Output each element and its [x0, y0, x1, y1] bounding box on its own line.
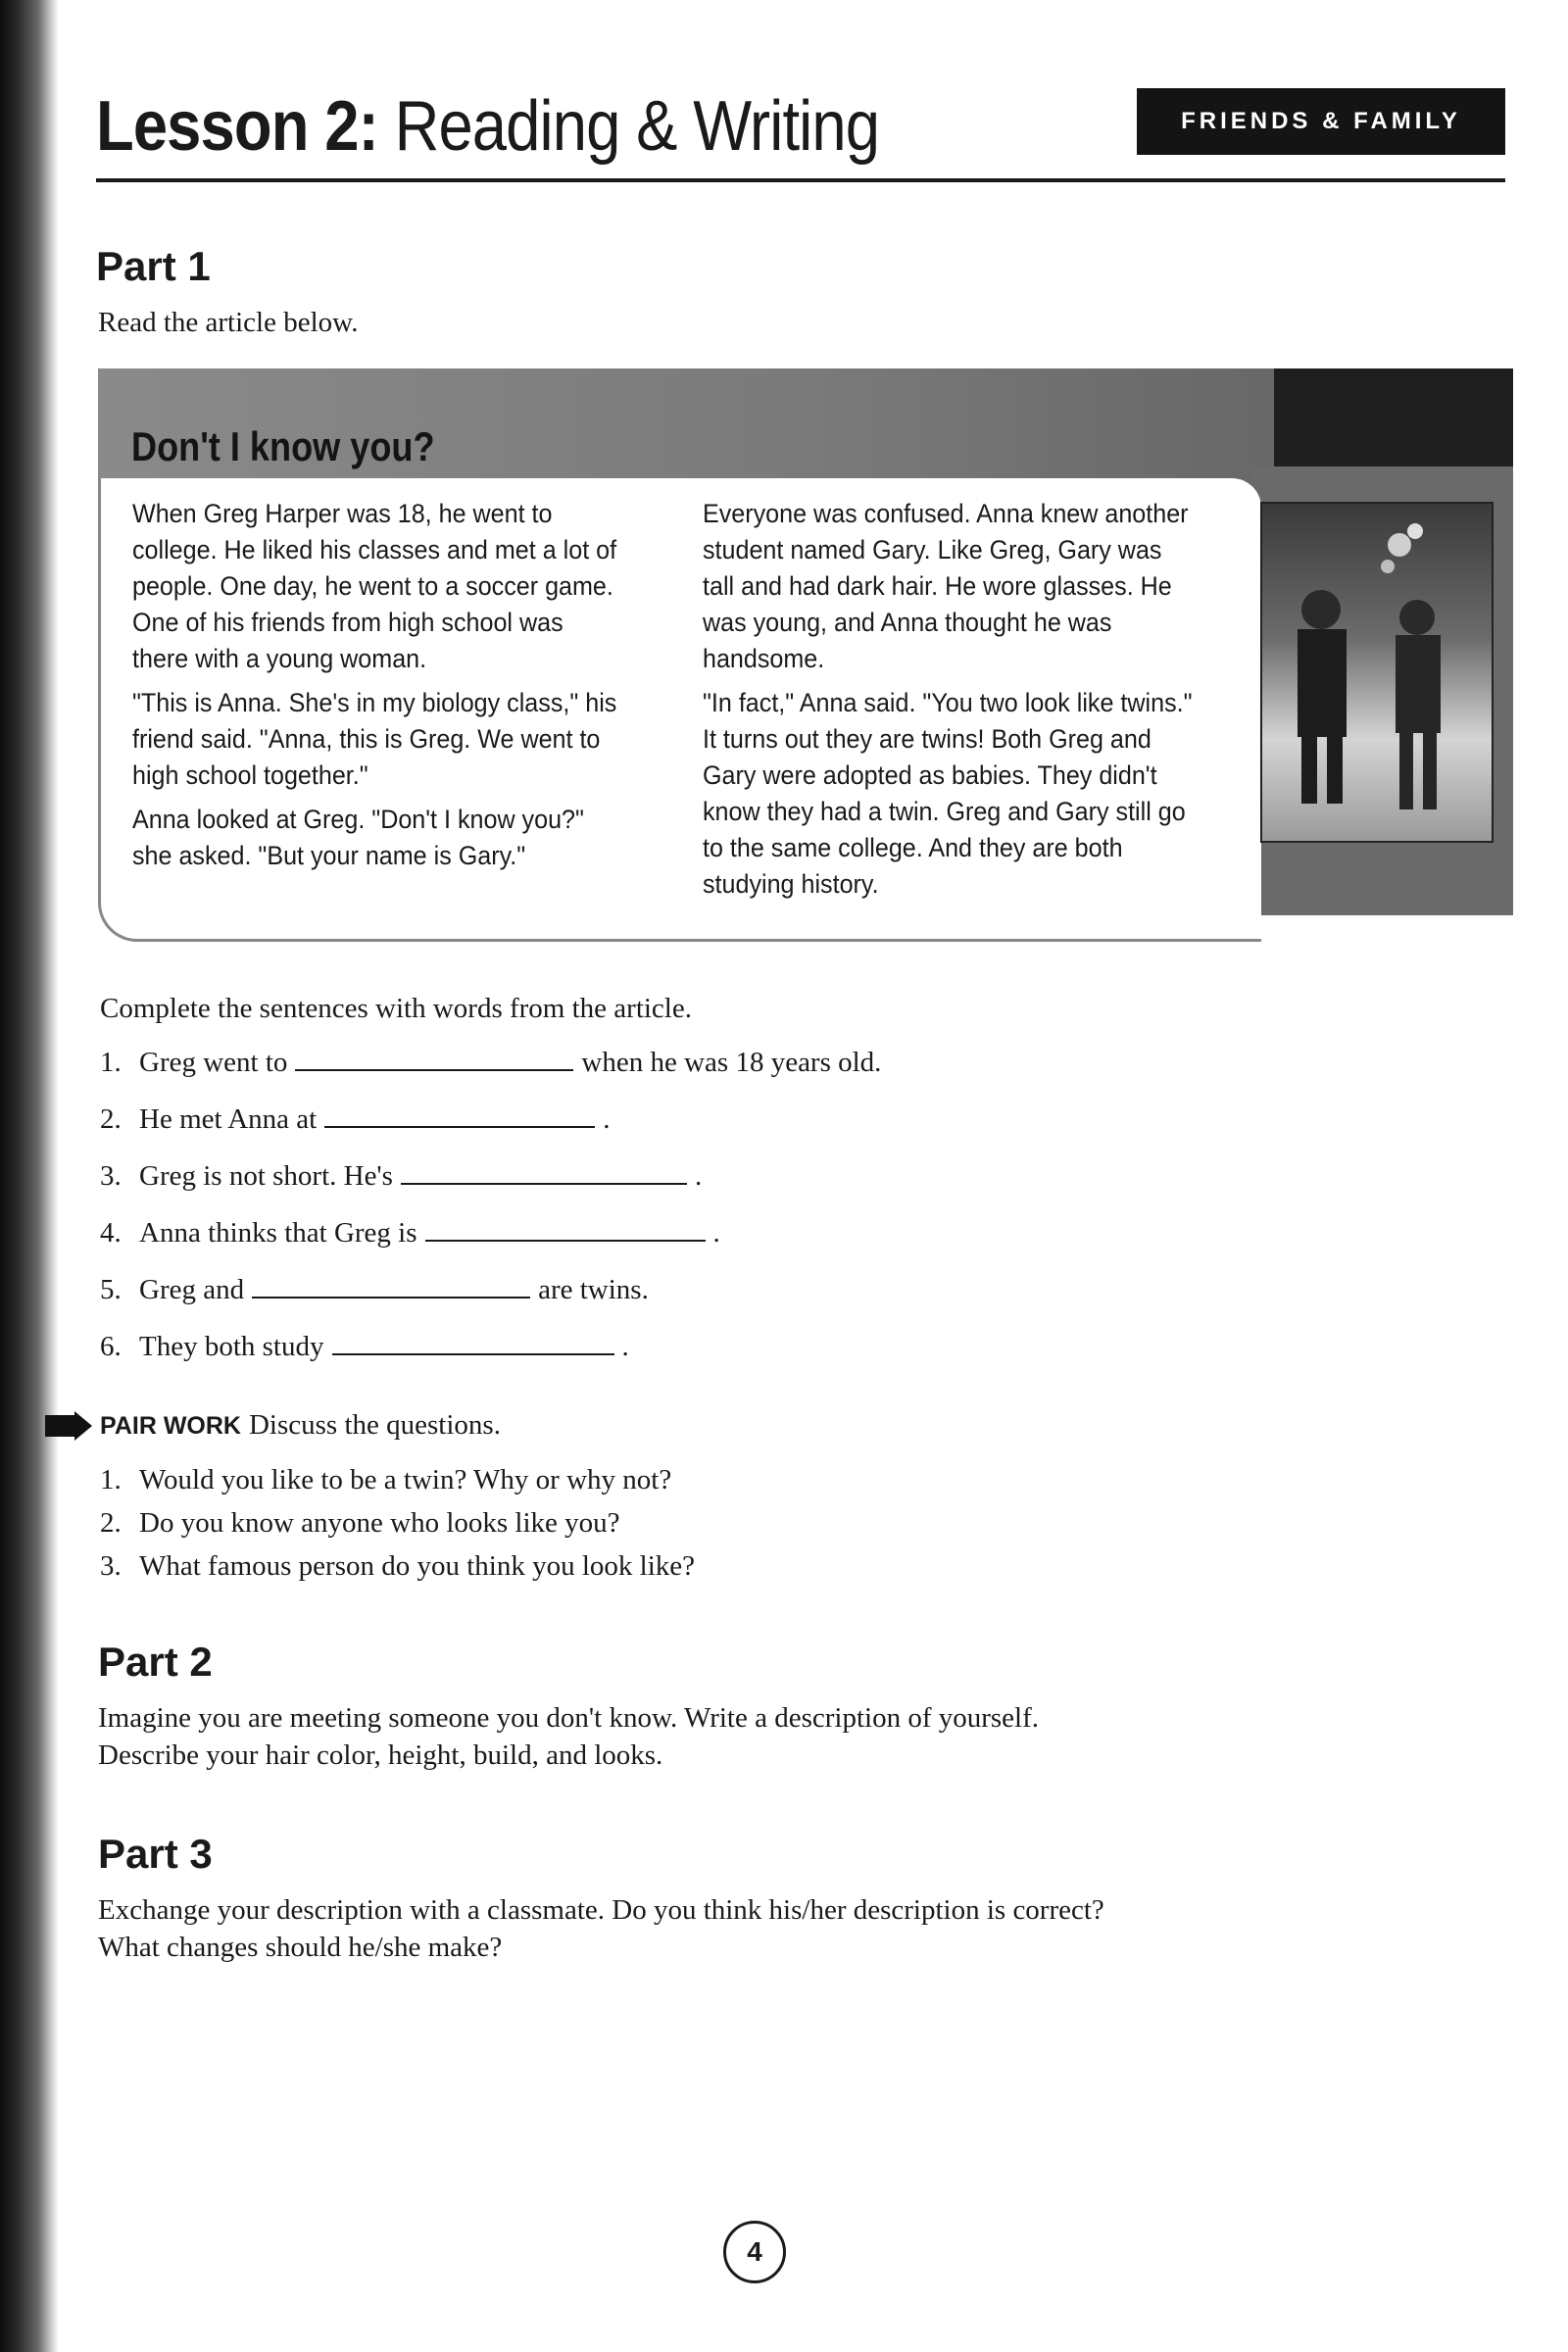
list-item: [100, 1550, 695, 1583]
answer-blank[interactable]: [332, 1332, 614, 1355]
sentence-end: .: [694, 1160, 703, 1192]
item-number: 2.: [100, 1103, 122, 1135]
book-spine-shadow: [0, 0, 59, 2352]
header-rule: [96, 178, 1505, 182]
list-item: [100, 1274, 649, 1306]
sentence-end: when he was 18 years old.: [581, 1047, 882, 1078]
pair-work-arrow-icon: [45, 1411, 92, 1441]
lesson-title: [96, 86, 879, 167]
item-number: 3.: [100, 1550, 122, 1582]
pair-work-label: PAIR WORK: [100, 1412, 241, 1440]
item-number: 1.: [100, 1047, 122, 1078]
article-photo: [1260, 502, 1494, 843]
answer-blank[interactable]: [401, 1161, 687, 1185]
article-paragraph: Everyone was confused. Anna knew another student named Gary. Like Greg, Gary was tall and had dark hair. He wore glasses. He was young, and Anna thought he was handsome.: [703, 499, 1189, 673]
unit-badge: FRIENDS & FAMILY: [1137, 88, 1505, 155]
item-number: 5.: [100, 1274, 122, 1305]
item-number: 2.: [100, 1507, 122, 1539]
article-paragraph: "In fact," Anna said. "You two look like twins." It turns out they are twins! Both Greg and Gary were adopted as babies. They didn't know they had a twin. Greg and Gary still go to the same college. And they are both studying history.: [703, 688, 1193, 899]
workbook-page: [96, 0, 1507, 2352]
item-number: 6.: [100, 1331, 122, 1362]
part2-instruction-line: Describe your hair color, height, build, and looks.: [98, 1740, 663, 1771]
lesson-subtitle: Reading & Writing: [394, 87, 880, 166]
answer-blank[interactable]: [324, 1104, 595, 1128]
article-paragraph: When Greg Harper was 18, he went to college. He liked his classes and met a lot of people. One day, he went to a soccer game. One of his friends from high school was there with a young woman.: [132, 499, 617, 673]
sentence-start: Greg is not short. He's: [139, 1160, 393, 1192]
question-text: Would you like to be a twin? Why or why not?: [139, 1464, 672, 1495]
list-item: [100, 1464, 671, 1496]
page-number: 4: [723, 2221, 786, 2283]
list-item: [100, 1507, 620, 1540]
sentence-start: He met Anna at: [139, 1103, 318, 1135]
list-item: [100, 1217, 720, 1250]
sentence-end: .: [712, 1217, 720, 1249]
item-number: 4.: [100, 1217, 122, 1249]
answer-blank[interactable]: [425, 1218, 706, 1242]
article-body: [98, 478, 1261, 942]
sentence-start: Anna thinks that Greg is: [139, 1217, 417, 1249]
sentence-end: are twins.: [538, 1274, 649, 1305]
item-number: 3.: [100, 1160, 122, 1192]
list-item: [100, 1331, 629, 1363]
part2-instruction-line: Imagine you are meeting someone you don't know. Write a description of yourself.: [98, 1702, 1040, 1734]
twins-illustration-icon: [1262, 504, 1492, 841]
sentence-end: .: [603, 1103, 611, 1135]
pair-work-instruction: Discuss the questions.: [248, 1409, 501, 1441]
article-column-2: [703, 496, 1195, 910]
part1-heading: Part 1: [96, 243, 211, 289]
article-box: [98, 368, 1513, 956]
article-paragraph: Anna looked at Greg. "Don't I know you?" she asked. "But your name is Gary.": [132, 805, 584, 870]
list-item: [100, 1047, 881, 1079]
question-text: Do you know anyone who looks like you?: [139, 1507, 620, 1539]
sentence-start: Greg went to: [139, 1047, 288, 1078]
answer-blank[interactable]: [252, 1275, 530, 1298]
sentence-end: .: [621, 1331, 629, 1362]
part3-instruction-line: What changes should he/she make?: [98, 1932, 503, 1963]
article-paragraph: "This is Anna. She's in my biology class," his friend said. "Anna, this is Greg. We went to high school together.": [132, 688, 617, 790]
complete-instruction: Complete the sentences with words from the article.: [100, 993, 692, 1024]
sentence-start: Greg and: [139, 1274, 245, 1305]
part2-heading: Part 2: [98, 1639, 213, 1685]
part3-instruction-line: Exchange your description with a classmate. Do you think his/her description is correct?: [98, 1894, 1104, 1926]
item-number: 1.: [100, 1464, 122, 1495]
sentence-start: They both study: [139, 1331, 324, 1362]
list-item: [100, 1160, 702, 1193]
article-column-1: [132, 496, 624, 882]
question-text: What famous person do you think you look like?: [139, 1550, 696, 1582]
part1-instruction: Read the article below.: [98, 307, 359, 338]
lesson-label: Lesson 2:: [96, 87, 378, 166]
pair-work-header: [100, 1409, 501, 1442]
part3-heading: Part 3: [98, 1831, 213, 1877]
list-item: [100, 1103, 610, 1136]
answer-blank[interactable]: [295, 1048, 573, 1071]
article-title: Don't I know you?: [131, 423, 435, 469]
